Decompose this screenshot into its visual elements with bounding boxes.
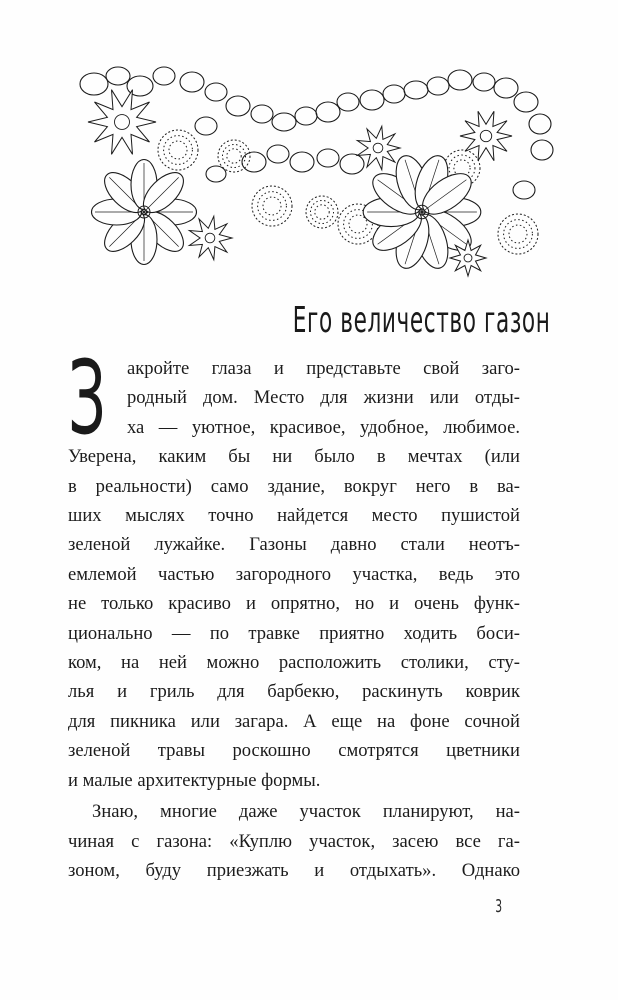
text-line: ших мыслях точно найдется место пушистой	[68, 505, 520, 527]
text-line: зеленой травы роскошно смотрятся цветники	[68, 740, 520, 762]
text-line: для пикника или загара. А еще на фоне сочной	[68, 710, 520, 732]
text-line: ха — уютное, красивое, удобное, любимое.	[127, 416, 520, 438]
text-line: ком, на ней можно расположить столики, сту-	[68, 652, 520, 674]
text-line: чиная с газона: «Куплю участок, засею все га-	[68, 830, 520, 852]
paragraph-2	[68, 797, 520, 885]
text-line: родный дом. Место для жизни или отды-	[127, 387, 520, 409]
chapter-title: Его величество газон	[292, 300, 550, 341]
text-line-last: и малые архитектурные формы.	[68, 769, 321, 791]
body-text	[68, 339, 520, 885]
text-line: не только красиво и опрятно, но и очень функ-	[68, 593, 520, 615]
text-line: акройте глаза и представьте свой заго-	[127, 358, 520, 379]
text-line: в реальности) само здание, вокруг него в ва-	[68, 475, 520, 497]
text-line: зеленой лужайке. Газоны давно стали неотъ-	[68, 534, 520, 556]
page-number: 3	[495, 896, 503, 917]
paragraph-1	[68, 339, 520, 795]
text-line: зоном, буду приезжать и отдыхать». Однако	[68, 859, 520, 881]
text-line: лья и гриль для барбекю, раскинуть коврик	[68, 681, 520, 703]
text-line: Уверена, каким бы ни было в мечтах (или	[68, 446, 520, 468]
text-line: емлемой частью загородного участка, ведь это	[68, 563, 520, 585]
drop-cap: З	[68, 339, 106, 458]
text-line: ционально — по травке приятно ходить боси-	[68, 622, 520, 644]
text-line: Знаю, многие даже участок планируют, на-	[92, 801, 520, 823]
drop-cap-box	[68, 339, 122, 458]
garden-flowers-illustration	[66, 62, 556, 290]
